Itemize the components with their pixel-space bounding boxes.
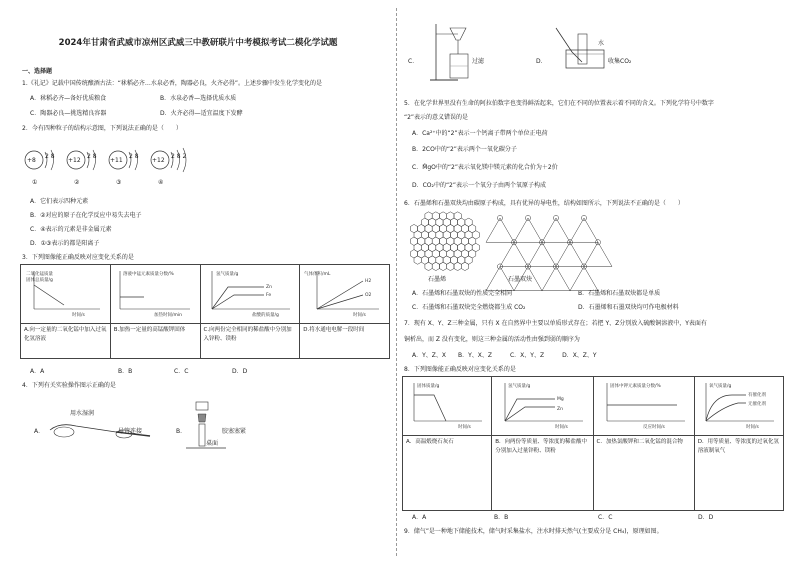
q1-option-c: C．陶器必良—挑选精良容器 bbox=[30, 110, 107, 117]
q8-chart-a-ylabel: 固体质量/g bbox=[417, 384, 440, 389]
q5-stem2: “2”表示的意义错误的是 bbox=[404, 114, 469, 121]
q3-chart-c-line1: Zn bbox=[265, 285, 272, 290]
q8-option-a: A．高温煅烧石灰石 bbox=[403, 436, 492, 511]
q8-chart-d-xlabel: 时间/s bbox=[745, 425, 759, 430]
q3-option-c: C.向两份完全相同的稀盐酸中分别加入锌粉、镁粉 bbox=[200, 324, 300, 359]
right-column bbox=[398, 0, 794, 562]
q7-options: A．Y、Z、X B．Y、X、Z C．X、Y、Z D．X、Z、Y bbox=[412, 352, 597, 359]
q5-stem: 5．在化学世界里没有生命的阿拉伯数字也变得鲜活起来，它们在不同的位置表示着不同的含义。下列化学符号中数字 bbox=[404, 100, 714, 107]
q6-option-b: B．石墨烯和石墨双炔都是单质 bbox=[578, 290, 661, 297]
q8-answer-c: C．C bbox=[598, 514, 613, 521]
q8-chart-b-ylabel: 氢气质量/g bbox=[508, 384, 531, 389]
graphdiyne-triangle bbox=[514, 218, 542, 242]
q3-chart-b-ylabel: 溶液中锰元素质量分数/% bbox=[122, 272, 174, 277]
q3-chart-d-line1: H2 bbox=[365, 279, 372, 284]
graphene-structure-diagram bbox=[406, 210, 486, 274]
column-divider bbox=[396, 8, 397, 556]
q4-d-water: 水 bbox=[598, 40, 605, 47]
atom-shells-3: 2 8 bbox=[129, 153, 139, 160]
q3-chart-a-ylabel2: 固体总质量/g bbox=[26, 278, 53, 283]
atom-diagram-3 bbox=[109, 150, 139, 186]
q3-chart-a bbox=[24, 267, 104, 317]
q2-option-d: D．①③表示的都是阳离子 bbox=[30, 240, 100, 247]
q4-a-note2: 导管连接 bbox=[118, 428, 143, 435]
q3-option-a: A.向一定量的二氧化锰中加入过氧化氢溶液 bbox=[21, 324, 111, 359]
graphdiyne-triangle bbox=[570, 266, 598, 290]
q8-option-d: D．用等质量、等浓度的过氧化氢溶液制氧气 bbox=[694, 436, 783, 511]
graphdiyne-triangle bbox=[556, 242, 584, 266]
q8-answer-a: A．A bbox=[412, 514, 427, 521]
q7-stem2: 铜析出，而 Z 没有变化，则这三种金属的活动性由强到弱的顺序为 bbox=[404, 336, 580, 343]
q3-answer-a: A．A bbox=[30, 368, 45, 375]
q3-options-table bbox=[20, 264, 390, 359]
section-heading: 一、选择题 bbox=[22, 68, 53, 75]
q4-b-note1: 胶塞塞紧 bbox=[222, 428, 247, 435]
q3-option-d: D.将水通电电解一段时间 bbox=[300, 324, 390, 359]
q5-option-d: D．CO₂中的“2”表示一个氧分子由两个氧原子构成 bbox=[412, 182, 546, 189]
q4-apparatus-d bbox=[562, 28, 612, 72]
q3-chart-c bbox=[204, 267, 294, 317]
q8-chart-d-line2: 无催化剂 bbox=[747, 402, 766, 407]
q3-answer-c: C．C bbox=[174, 368, 189, 375]
q2-option-c: C．④表示的元素是非金属元素 bbox=[30, 226, 112, 233]
q9-stem: 9．储气”是一种地下储能技术，储气时采集盐水，注水时排天然气(主要成分是 CH₄)，原理如图。 bbox=[404, 528, 663, 535]
q6-option-c: C．石墨烯和石墨双炔完全燃烧都生成 CO₂ bbox=[412, 304, 526, 311]
q1-stem: 1.《礼记》记载中国传统酿酒古法：“秫稻必齐…水泉必香，陶器必良，火齐必得”。上述步骤中发生化学变化的是 bbox=[22, 80, 322, 87]
q8-chart-b-line2: Zn bbox=[557, 407, 564, 412]
graphdiyne-triangle bbox=[542, 218, 570, 242]
q8-options-table bbox=[402, 376, 784, 511]
graphdiyne-triangle bbox=[584, 242, 612, 266]
q7-stem: 7．现有 X、Y、Z三种金属，只有 X 在自然界中主要以单质形式存在；若把 Y、Z分别放入硫酸铜溶液中，Y表面有 bbox=[404, 320, 707, 327]
q8-answer-d: D．D bbox=[698, 514, 714, 521]
q8-chart-b-xlabel: 时间/s bbox=[555, 425, 569, 430]
q8-chart-b bbox=[495, 379, 587, 429]
atom-label-1: ① bbox=[32, 179, 38, 186]
q3-chart-d bbox=[303, 267, 383, 317]
q8-chart-c-ylabel: 固体中钾元素质量分数/% bbox=[609, 384, 661, 389]
atom-shells-4: 2 8 2 bbox=[171, 153, 187, 160]
q8-stem: 8．下列图像能正确反映对应变化关系的是 bbox=[404, 366, 516, 373]
q8-option-b: B．向两份等质量、等浓度的稀盐酸中分别加入过量锌粉、镁粉 bbox=[492, 436, 593, 511]
left-column bbox=[0, 0, 396, 562]
graphene-hexagon bbox=[425, 262, 432, 270]
graphdiyne-structure-diagram bbox=[478, 210, 578, 274]
q3-chart-c-ylabel: 氢气质量/g bbox=[215, 272, 238, 277]
q1-option-b: B．水泉必香—选择优质水质 bbox=[160, 95, 237, 102]
q6-option-a: A．石墨烯和石墨双炔的性质完全相同 bbox=[412, 290, 513, 297]
q2-stem: 2．今有四种粒子的结构示意图，下列说法正确的是（ ） bbox=[22, 125, 182, 132]
graphdiyne-label: 石墨双炔 bbox=[508, 276, 533, 283]
exam-title: 2024年甘肃省武威市凉州区武威三中教研联片中考模拟考试二模化学试题 bbox=[58, 38, 338, 48]
q3-chart-b bbox=[114, 267, 194, 317]
graphdiyne-triangle bbox=[542, 266, 570, 290]
atom-label-3: ③ bbox=[116, 179, 122, 186]
q5-option-c: C．M̊gO中的“2”表示氧化镁中镁元素的化合价为＋2价 bbox=[412, 164, 558, 171]
q4-apparatus-c bbox=[428, 20, 478, 84]
atom-diagram-4 bbox=[151, 148, 186, 186]
q8-chart-c-xlabel: 反应时间/s bbox=[642, 425, 665, 430]
q4-stem: 4．下列有关实验操作图示正确的是 bbox=[22, 382, 116, 389]
q3-chart-a-xlabel: 时间/s bbox=[72, 313, 85, 318]
q4-a-note1: 用水湿润 bbox=[70, 410, 95, 417]
q4-option-a-label: A． bbox=[34, 428, 45, 435]
q8-chart-d bbox=[698, 379, 778, 429]
atom-diagram-2 bbox=[67, 150, 97, 186]
atom-label-4: ④ bbox=[158, 179, 164, 186]
q1-option-d: D．火齐必得—适宜温度下发酵 bbox=[160, 110, 243, 117]
q3-chart-c-xlabel: 盐酸的质量/g bbox=[251, 313, 279, 318]
q1-option-a: A．秫稻必齐—备好优质粮食 bbox=[30, 95, 107, 102]
graphdiyne-triangle bbox=[500, 242, 528, 266]
graphene-hexagon bbox=[454, 262, 461, 270]
q3-answer-b: B．B bbox=[118, 368, 133, 375]
q8-chart-d-line1: 有催化剂 bbox=[747, 393, 766, 398]
q2-option-b: B．②对应的原子在化学反应中易失去电子 bbox=[30, 212, 142, 219]
q4-option-c-label: C． bbox=[408, 58, 419, 65]
q3-chart-a-ylabel: 二氧化锰质量 bbox=[26, 272, 53, 277]
q3-answer-d: D．D bbox=[232, 368, 248, 375]
q3-chart-d-ylabel: 气体体积/mL bbox=[304, 272, 331, 277]
q8-chart-d-ylabel: 氧气质量/g bbox=[708, 384, 732, 389]
atom-diagram-1 bbox=[25, 150, 55, 186]
graphene-hexagon bbox=[440, 262, 447, 270]
q5-option-a: A．Ca²⁺中的“2”表示一个钙离子带两个单位正电荷 bbox=[412, 130, 548, 137]
atom-nucleus-1: +8 bbox=[27, 157, 36, 164]
graphene-hexagon bbox=[432, 262, 439, 270]
atom-label-2: ② bbox=[74, 179, 80, 186]
atom-structure-diagrams bbox=[22, 148, 192, 196]
q3-chart-d-xlabel: 时间/s bbox=[353, 313, 367, 318]
q4-c-note: 过滤 bbox=[472, 58, 485, 65]
atom-shells-1: 2 8 bbox=[45, 153, 55, 160]
graphene-hexagon bbox=[414, 256, 421, 264]
graphdiyne-triangle bbox=[528, 242, 556, 266]
q3-chart-d-line2: O2 bbox=[365, 293, 372, 298]
q3-option-b: B.加热一定量的高锰酸钾固体 bbox=[110, 324, 200, 359]
graphdiyne-triangle bbox=[570, 218, 598, 242]
q5-option-b: B．2CO中的“2”表示两个一氧化碳分子 bbox=[412, 146, 517, 153]
graphene-hexagon bbox=[447, 262, 454, 270]
atom-nucleus-4: +12 bbox=[152, 157, 165, 164]
q6-stem: 6．石墨烯和石墨双炔均由碳原子构成，具有优异的导电性，结构如图所示，下列说法不正确的是（ ） bbox=[404, 200, 684, 207]
graphdiyne-triangle bbox=[486, 218, 514, 242]
atom-nucleus-3: +11 bbox=[110, 157, 123, 164]
q3-stem: 3．下列图像能正确反映对应变化关系的是 bbox=[22, 254, 134, 261]
q2-option-a: A．它们表示四种元素 bbox=[30, 198, 89, 205]
q8-chart-b-line1: Mg bbox=[557, 397, 564, 402]
q3-chart-c-line2: Fe bbox=[265, 293, 271, 298]
q3-chart-b-xlabel: 加热时间/min bbox=[153, 313, 182, 318]
q4-d-note: 收集CO₂ bbox=[608, 58, 632, 65]
atom-shells-2: 2 8 bbox=[87, 153, 97, 160]
q6-option-d: D．石墨烯和石墨双炔均可作电极材料 bbox=[578, 304, 679, 311]
q8-chart-c bbox=[597, 379, 689, 429]
q4-option-d-label: D． bbox=[536, 58, 547, 65]
graphene-label: 石墨烯 bbox=[428, 276, 447, 283]
q8-option-c: C．加热氯酸钾和二氧化锰的混合物 bbox=[593, 436, 694, 511]
q8-chart-a-xlabel: 时间/s bbox=[458, 425, 471, 430]
q8-chart-a bbox=[406, 379, 486, 429]
graphene-hexagon bbox=[461, 262, 468, 270]
atom-nucleus-2: +12 bbox=[68, 157, 81, 164]
q4-b-note2: 桌面 bbox=[206, 440, 219, 447]
q8-answer-b: B．B bbox=[494, 514, 509, 521]
q4-option-b-label: B． bbox=[176, 428, 187, 435]
